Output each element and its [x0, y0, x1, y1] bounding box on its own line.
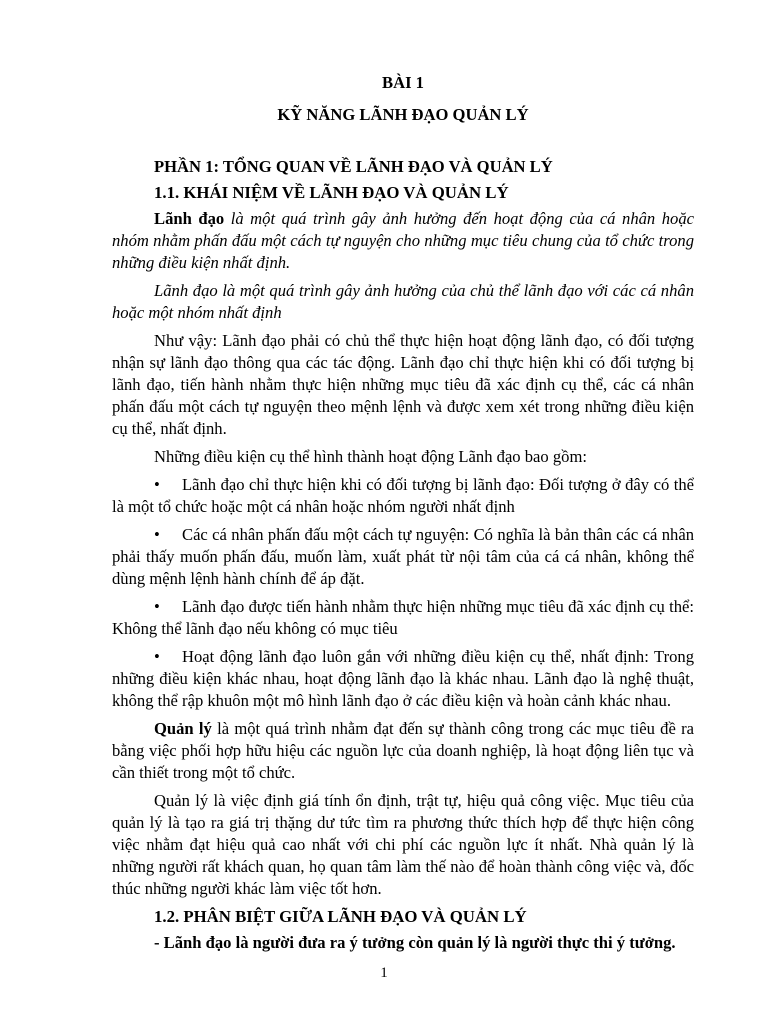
section-heading-1-1: 1.1. KHÁI NIỆM VỀ LÃNH ĐẠO VÀ QUẢN LÝ — [154, 183, 509, 202]
paragraph-management-explanation: Quản lý là việc định giá tính ổn định, trật tự, hiệu quả công việc. Mục tiêu của quản lý là tạo ra giá trị thặng dư tức tìm ra phương thức thích hợp để thực hiện công việc nhằm đạt hiệu quả cao nhất với chi phí các nguồn lực ít nhất. Nhà quản lý là những người rất khách quan, họ quan tâm làm thế nào để hoàn thành công việc và, đốc thúc những người khác làm việc tốt hơn. — [112, 791, 694, 898]
part-heading: PHẦN 1: TỔNG QUAN VỀ LÃNH ĐẠO VÀ QUẢN LÝ — [154, 157, 553, 176]
management-definition-text: là một quá trình nhằm đạt đến sự thành công trong các mục tiêu đề ra bằng việc phối hợp hữu hiệu các nguồn lực của doanh nghiệp, là hoạt động liên tục và cần thiết trong một tổ chức. — [112, 719, 695, 782]
paragraph-leader-vs-manager: - Lãnh đạo là người đưa ra ý tưởng còn quản lý là người thực thi ý tưởng. — [154, 933, 676, 952]
document-page — [112, 72, 694, 954]
term-leadership: Lãnh đạo — [154, 209, 225, 228]
bullet-text: Hoạt động lãnh đạo luôn gắn với những điều kiện cụ thể, nhất định: Trong những điều kiện khác nhau, hoạt động lãnh đạo là khác nhau. Lãnh đạo là nghệ thuật, không thể rập khuôn một mô hình lãnh đạo ở các điều kiện và hoàn cảnh khác nhau. — [112, 647, 694, 710]
term-management: Quản lý — [154, 719, 212, 738]
bullet-item — [112, 646, 694, 712]
paragraph-leadership-definition — [112, 208, 694, 274]
bullet-item — [112, 596, 694, 640]
bullet-text: Các cá nhân phấn đấu một cách tự nguyện: Có nghĩa là bản thân các cá nhân phải thấy muốn phấn đấu, muốn làm, xuất phát từ nội tâm của cá cá nhân, không thể dùng mệnh lệnh hành chính để áp đặt. — [112, 525, 694, 588]
bullet-text: Lãnh đạo chỉ thực hiện khi có đối tượng bị lãnh đạo: Đối tượng ở đây có thể là một tổ chức hoặc một cá nhân hoặc nhóm người nhất định — [112, 475, 694, 516]
section-heading-1-2: 1.2. PHÂN BIỆT GIỮA LÃNH ĐẠO VÀ QUẢN LÝ — [154, 907, 527, 926]
page-title: KỸ NĂNG LÃNH ĐẠO QUẢN LÝ — [277, 105, 529, 124]
paragraph-leadership-explanation: Như vậy: Lãnh đạo phải có chủ thể thực hiện hoạt động lãnh đạo, có đối tượng nhận sự lãnh đạo thông qua các tác động. Lãnh đạo chỉ thực hiện khi có đối tượng bị lãnh đạo, tiến hành nhằm thực hiện những mục tiêu đã xác định cụ thể, các cá nhân phấn đấu một cách tự nguyện theo mệnh lệnh và được xem xét trong những điều kiện cụ thể, nhất định. — [112, 331, 694, 438]
bullet-icon: • — [154, 647, 160, 666]
paragraph-leadership-alt-definition: Lãnh đạo là một quá trình gây ảnh hưởng của chủ thể lãnh đạo với các cá nhân hoặc một nhóm nhất định — [112, 281, 694, 322]
paragraph-management-definition — [112, 718, 694, 784]
paragraph-conditions-intro: Những điều kiện cụ thể hình thành hoạt động Lãnh đạo bao gồm: — [154, 447, 587, 466]
bullet-icon: • — [154, 475, 160, 494]
leadership-definition-text: là một quá trình gây ảnh hưởng đến hoạt động của cá nhân hoặc nhóm nhằm phấn đấu một cách tự nguyện cho những mục tiêu chung của tổ chức trong những điều kiện nhất định. — [112, 209, 694, 272]
bullet-item — [112, 524, 694, 590]
lesson-number: BÀI 1 — [382, 73, 424, 92]
bullet-item — [112, 474, 694, 518]
bullet-text: Lãnh đạo được tiến hành nhằm thực hiện những mục tiêu đã xác định cụ thể: Không thể lãnh đạo nếu không có mục tiêu — [112, 597, 694, 638]
bullet-icon: • — [154, 597, 160, 616]
page-number: 1 — [380, 965, 388, 981]
bullet-icon: • — [154, 525, 160, 544]
